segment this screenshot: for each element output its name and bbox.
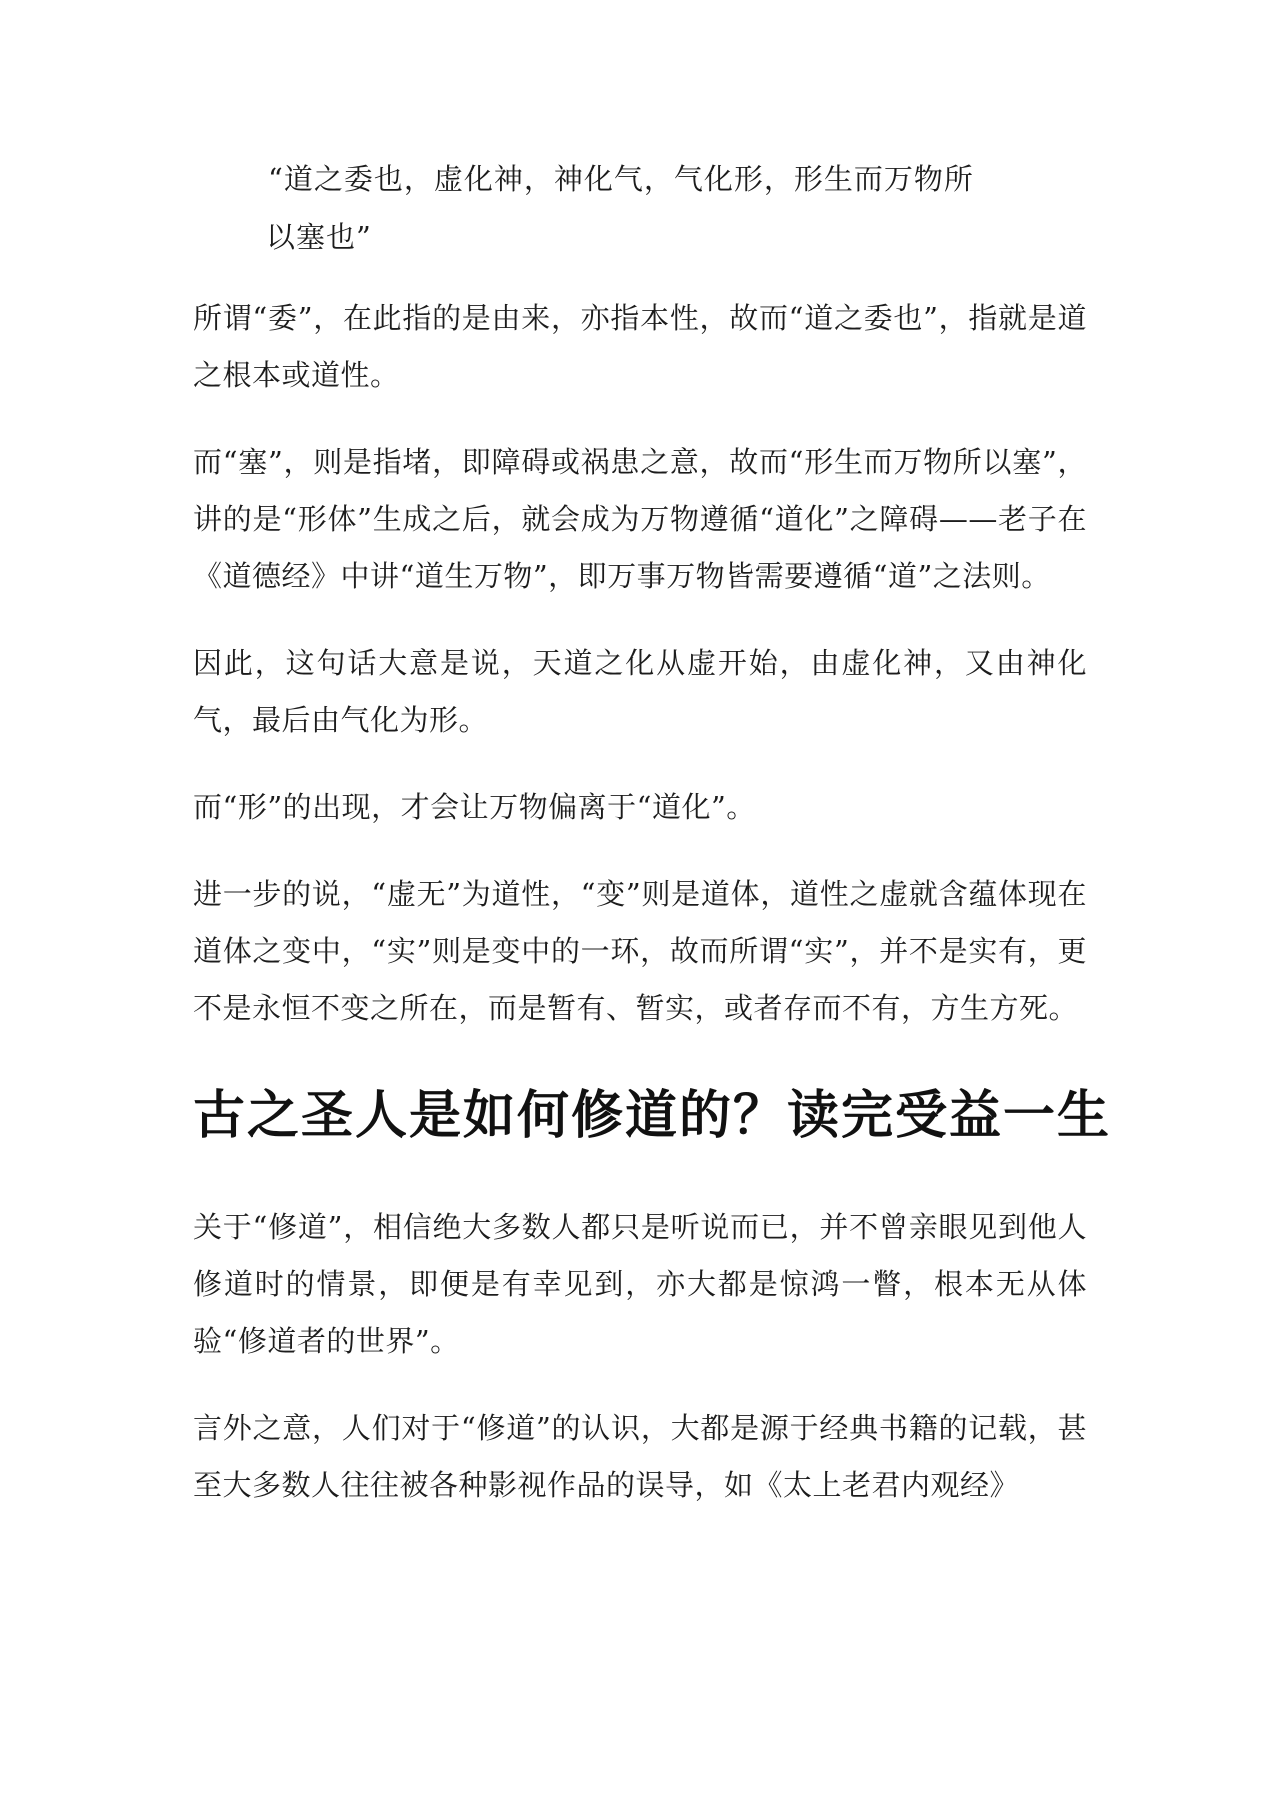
paragraph-further-explanation: 进一步的说，“虚无”为道性，“变”则是道体，道性之虚就含蕴体现在道体之变中，“实”则是变中的一环，故而所谓“实”，并不是实有，更不是永恒不变之所在，而是暂有、暂实，或者存而不有，方生方死。 — [193, 877, 1087, 1025]
paragraph-sai-meaning: 而“塞”，则是指堵，即障碍或祸患之意，故而“形生而万物所以塞”，讲的是“形体”生成之后，就会成为万物遵循“道化”之障碍——老子在《道德经》中讲“道生万物”，即万事万物皆需要遵循“道”之法则。 — [193, 445, 1087, 593]
section-heading: 古之圣人是如何修道的？读完受益一生 — [193, 1086, 1112, 1146]
paragraph-xing-appearance: 而“形”的出现，才会让万物偏离于“道化”。 — [193, 790, 756, 824]
quotation-line-2: 以塞也” — [266, 220, 372, 254]
paragraph-implication: 言外之意，人们对于“修道”的认识，大都是源于经典书籍的记载，甚至大多数人往往被各种影视作品的误导，如《太上老君内观经》 — [193, 1411, 1087, 1502]
paragraph-wei-meaning: 所谓“委”，在此指的是由来，亦指本性，故而“道之委也”，指就是道之根本或道性。 — [193, 301, 1087, 392]
quotation-block — [268, 150, 1008, 266]
article-body — [193, 290, 1112, 1544]
quotation-line-1: “道之委也，虚化神，神化气，气化形，形生而万物所 — [268, 162, 974, 196]
paragraph-summary: 因此，这句话大意是说，天道之化从虚开始，由虚化神，又由神化气，最后由气化为形。 — [193, 646, 1087, 737]
paragraph-about-xiudao: 关于“修道”，相信绝大多数人都只是听说而已，并不曾亲眼见到他人修道时的情景，即便是有幸见到，亦大都是惊鸿一瞥，根本无从体验“修道者的世界”。 — [193, 1210, 1087, 1358]
